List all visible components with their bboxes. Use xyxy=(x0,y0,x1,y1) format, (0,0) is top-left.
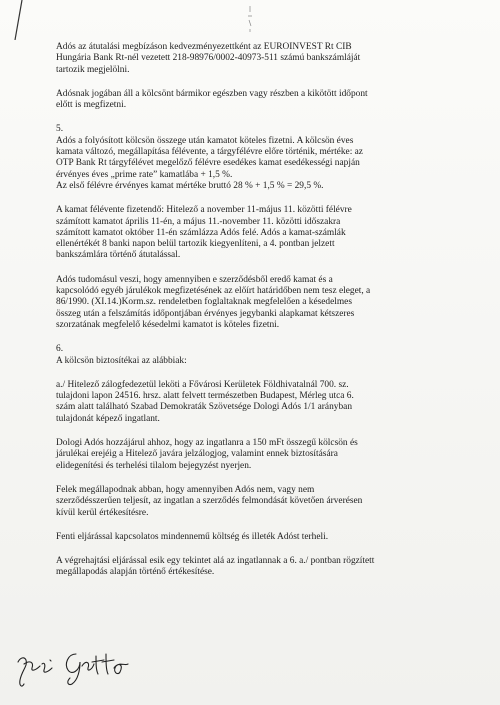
text-line: kapcsolódó egyéb járulékok megfizetésének az előírt határidőben nem tesz eleget, a xyxy=(56,286,371,297)
paragraph-mortgage-consent xyxy=(56,438,472,472)
text-line: tulajdonát képező ingatlant. xyxy=(56,413,160,424)
text-line: Adós az átutalási megbízáson kedvezményezettként az EUROINVEST Rt CIB xyxy=(56,42,352,52)
document-body xyxy=(56,42,472,592)
text-line: Hungária Bank Rt-nél vezetett 218-98976/0002-40973-511 számú bankszámláját xyxy=(56,53,361,64)
text-line: 86/1990. (XI.14.)Korm.sz. rendeletben foglaltaknak megfelelően a késedelmes xyxy=(56,297,352,308)
text-line: Adós a folyósított kölcsön összege után kamatot köteles fizetni. A kölcsön éves xyxy=(56,135,354,146)
text-line: szorzatának megfelelő késedelmi kamatot is köteles fizetni. xyxy=(56,319,280,330)
paragraph-early-repayment xyxy=(56,89,472,112)
text-line: A kölcsön biztosítékai az alábbiak: xyxy=(56,355,187,366)
section-number: 6. xyxy=(56,344,64,355)
text-line: A végrehajtási eljárással esik egy tekintet alá az ingatlannak a 6. a./ pontban rögzített xyxy=(56,556,375,567)
text-line: Fenti eljárással kapcsolatos mindennemű költség és illeték Adóst terheli. xyxy=(56,531,329,542)
paragraph-collateral xyxy=(56,380,472,425)
text-line: számított kamatot április 11-én, a május 11.-november 11. közötti időszakra xyxy=(56,216,341,227)
text-line: Felek megállapodnak abban, hogy amennyiben Adós nem, vagy nem xyxy=(56,484,315,495)
scan-artifact-line xyxy=(12,0,26,40)
text-line: bankszámlára történő átutalással. xyxy=(56,250,181,261)
text-line: tartozik megjelölni. xyxy=(56,64,130,75)
text-line: a./ Hitelező zálogfedezetül leköti a Fővárosi Kerületek Földhivatalnál 700. sz. xyxy=(56,379,349,390)
text-line: Adós tudomásul veszi, hogy amennyiben e szerződésből eredő kamat és a xyxy=(56,274,333,285)
text-line: kamata változó, megállapítása félévente, a tárgyfélévre előre történik, mértéke: az xyxy=(56,147,363,158)
text-line: számított kamatot október 11-én számlázza Adós felé. Adós a kamat-számlák xyxy=(56,227,346,238)
paragraph-account xyxy=(56,42,472,76)
paragraph-costs xyxy=(56,532,472,543)
text-line: kívül kerül értékesítésre. xyxy=(56,507,149,518)
section-number: 5. xyxy=(56,124,64,135)
text-line: elidegenítési és terhelési tilalom bejegyzést nyerjen. xyxy=(56,460,252,471)
text-line: OTP Bank Rt tárgyfélévet megelőző félévre esedékes kamat esedékességi napján xyxy=(56,158,360,169)
text-line: szám alatt található Szabad Demokraták Szövetsége Dologi Adós 1/1 arányban xyxy=(56,402,353,413)
text-line: Dologi Adós hozzájárul ahhoz, hogy az ingatlanra a 150 mFt összegű kölcsön és xyxy=(56,438,358,449)
paragraph-late-interest xyxy=(56,275,472,331)
signature-2 xyxy=(66,654,128,685)
text-line: Az első félévre érvényes kamat mértéke bruttó 28 % + 1,5 % = 29,5 %. xyxy=(56,180,324,191)
text-line: járulékai erejéig a Hitelező javára jelzálogjog, valamint ennek biztosítására xyxy=(56,449,338,460)
text-line: érvényes éves „prime rate” kamatlába + 1,5 %. xyxy=(56,169,233,180)
text-line: Adósnak jogában áll a kölcsönt bármikor egészben vagy részben a kikötött időpont xyxy=(56,88,368,99)
paragraph-interest-payment xyxy=(56,205,472,261)
text-line: ellenértékét 8 banki napon belül tartozik kiegyenlíteni, a 4. pontban jelzett xyxy=(56,239,335,250)
text-line: tulajdoni lapon 24516. hrsz. alatt felvett természetben Budapest, Mérleg utca 6. xyxy=(56,391,354,402)
scan-artifact-marks xyxy=(246,4,254,34)
paragraph-section-5-interest xyxy=(56,124,472,192)
text-line: megállapodás alapján történő értékesítése. xyxy=(56,567,215,578)
text-line: előtt is megfizetni. xyxy=(56,100,127,111)
paragraph-default-sale xyxy=(56,485,472,519)
paragraph-section-6-securities xyxy=(56,344,472,367)
text-line: szerződésszerűen teljesít, az ingatlan a szerződés felmondását követően árverésen xyxy=(56,496,363,507)
paragraph-enforcement xyxy=(56,556,472,579)
text-line: A kamat félévente fizetendő: Hitelező a november 11-május 11. közötti félévre xyxy=(56,205,352,216)
text-line: összeg után a felszámítás időpontjában érvényes jegybanki alapkamat kétszeres xyxy=(56,308,355,319)
signature-1 xyxy=(18,658,52,686)
handwritten-signatures xyxy=(10,640,150,690)
